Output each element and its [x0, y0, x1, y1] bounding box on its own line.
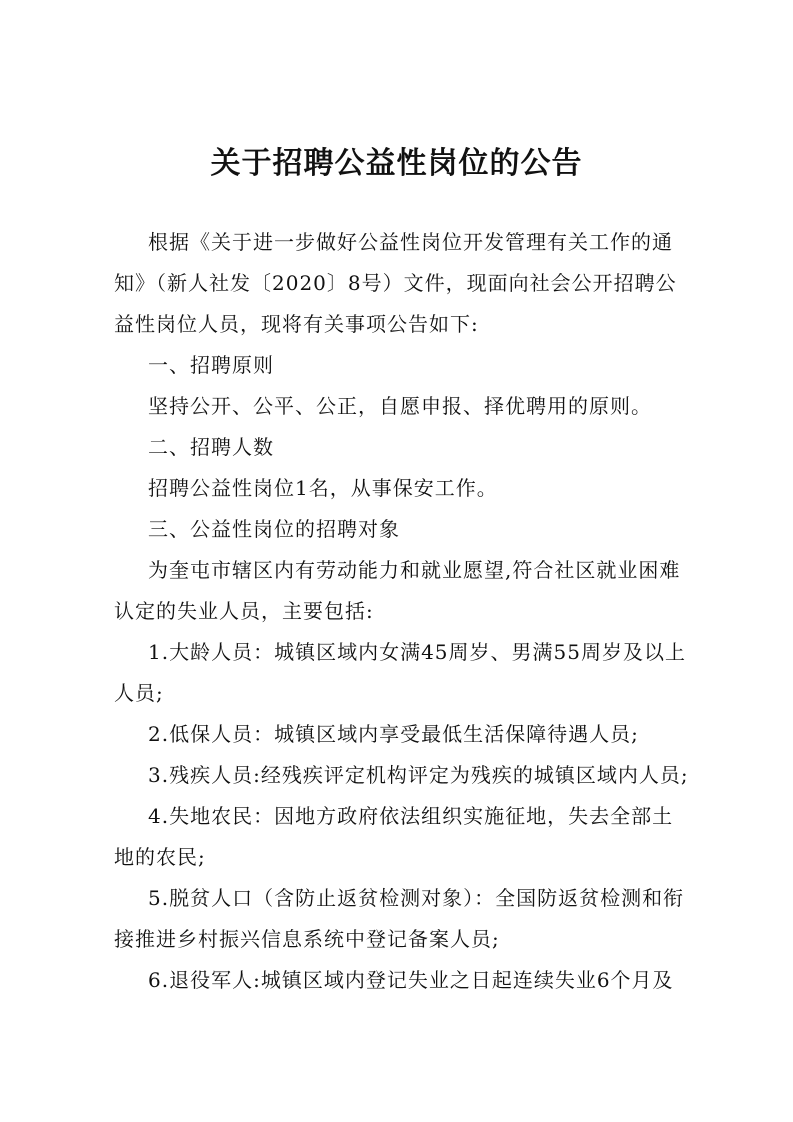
list-item-older-workers: 1.大龄人员：城镇区域内女满45周岁、男满55周岁及以上人员; — [114, 640, 686, 705]
principles-paragraph: 坚持公开、公平、公正，自愿申报、择优聘用的原则。 — [148, 394, 652, 418]
list-item-poverty-alleviated: 5.脱贫人口（含防止返贫检测对象）：全国防返贫检测和衔接推进乡村振兴信息系统中登记备案人员; — [114, 886, 685, 951]
section-heading-targets: 三、公益性岗位的招聘对象 — [148, 517, 400, 541]
section-heading-number: 二、招聘人数 — [148, 435, 274, 459]
list-item-low-income: 2.低保人员：城镇区域内享受最低生活保障待遇人员; — [148, 722, 639, 746]
list-item-veterans: 6.退役军人:城镇区域内登记失业之日起连续失业6个月及 — [148, 968, 674, 992]
list-item-landless-farmers: 4.失地农民：因地方政府依法组织实施征地，失去全部土地的农民; — [114, 804, 674, 869]
page-title: 关于招聘公益性岗位的公告 — [210, 146, 583, 181]
document-body — [114, 222, 690, 1001]
intro-paragraph: 根据《关于进一步做好公益性岗位开发管理有关工作的通知》（新人社发〔2020〕8号）文件，现面向社会公开招聘公益性岗位人员，现将有关事项公告如下: — [114, 230, 677, 336]
section-heading-principles: 一、招聘原则 — [148, 353, 274, 377]
list-item-disabled: 3.残疾人员:经残疾评定机构评定为残疾的城镇区域内人员; — [148, 763, 689, 787]
targets-paragraph: 为奎屯市辖区内有劳动能力和就业愿望,符合社区就业困难认定的失业人员，主要包括: — [114, 558, 681, 623]
number-paragraph: 招聘公益性岗位1名，从事保安工作。 — [148, 476, 498, 500]
